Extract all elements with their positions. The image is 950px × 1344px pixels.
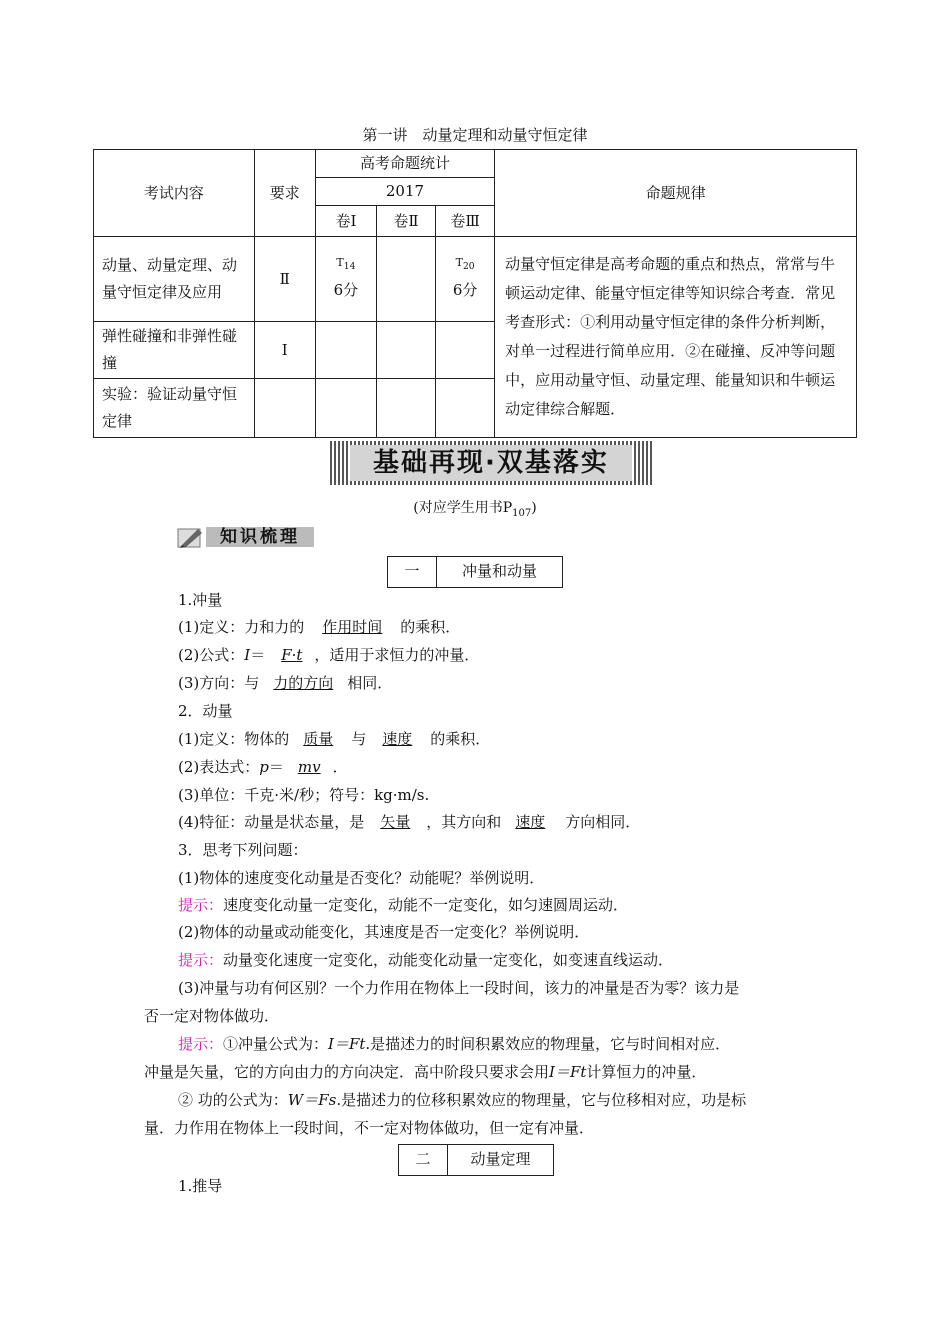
page-title: 第一讲 动量定理和动量守恒定律 (362, 126, 588, 144)
rule-text: 动量守恒定律是高考命题的重点和热点，常常与牛顿运动定律、能量守恒定律等知识综合考查．常见考查形式：①利用动量守恒定律的条件分析判断，对单一过程进行简单应用．②在碰撞、反冲等问题中，应用动量守恒、动量定理、能量知识和牛顿运动定律综合解题． (495, 237, 857, 438)
hint-3-line2: 冲量是矢量，它的方向由力的方向决定．高中阶段只要求会用I＝Ft计算恒力的冲量． (144, 1063, 707, 1081)
knowledge-tag (176, 525, 314, 549)
header-content: 考试内容 (94, 150, 255, 237)
row2-content: 弹性碰撞和非弹性碰撞 (94, 322, 255, 379)
impulse-direction: (3)方向：与 力的方向 相同． (178, 674, 393, 692)
row3-content: 实验：验证动量守恒定律 (94, 379, 255, 438)
derivation-heading: 1.推导 (178, 1177, 223, 1195)
section-heading: 动量定理 (470, 1150, 531, 1168)
question-1: (1)物体的速度变化动量是否变化？动能呢？举例说明． (178, 869, 545, 887)
momentum-definition: (1)定义：物体的 质量 与 速度 的乘积． (178, 730, 491, 748)
exam-spec-table (93, 149, 857, 438)
hint-2: 提示：动量变化速度一定变化，动能变化动量一定变化，如变速直线运动． (178, 951, 674, 969)
banner-text: 基础再现·双基落实 (350, 445, 632, 481)
question-3-line2: 否一定对物体做功． (144, 1007, 280, 1025)
row2-requirement: Ⅰ (254, 322, 315, 379)
row1-juan3-score: 6分 (452, 280, 478, 299)
item-1: 1.冲量 (178, 591, 223, 609)
header-year: 2017 (315, 178, 494, 206)
hint-1: 提示：速度变化动量一定变化，动能不一定变化，如匀速圆周运动． (178, 896, 629, 914)
item-2: 2．动量 (178, 702, 233, 720)
row1-juan1-question: $T_{14}$ (336, 256, 356, 273)
section-banner (330, 441, 652, 485)
row1-juan3 (436, 237, 495, 322)
tag-label: 知识梳理 (206, 527, 314, 547)
row1-juan3-question: $T_{20}$ (455, 256, 475, 273)
row1-juan1 (315, 237, 376, 322)
header-rule: 命题规律 (495, 150, 857, 237)
row1-requirement: Ⅱ (254, 237, 315, 322)
row3-juan3 (436, 379, 495, 438)
row3-requirement (254, 379, 315, 438)
section-header-2 (398, 1144, 554, 1176)
row1-juan1-score: 6分 (333, 280, 359, 299)
section-number: 一 (388, 557, 437, 587)
header-juan1: 卷Ⅰ (315, 206, 376, 237)
row1-juan2 (376, 237, 435, 322)
momentum-unit: (3)单位：千克·米/秒；符号：kg·m/s. (178, 786, 430, 804)
header-juan3: 卷Ⅲ (436, 206, 495, 237)
section-heading: 冲量和动量 (461, 562, 537, 580)
impulse-formula: (2)公式：I＝ F·t ，适用于求恒力的冲量． (178, 646, 480, 664)
header-stats: 高考命题统计 (315, 150, 494, 178)
row2-juan1 (315, 322, 376, 379)
section-number: 二 (399, 1145, 448, 1175)
pencil-icon (176, 525, 206, 549)
work-formula-line1: ② 功的公式为：W＝Fs.是描述力的位移积累效应的物理量，它与位移相对应，功是标 (178, 1091, 747, 1109)
work-formula-line2: 量．力作用在物体上一段时间，不一定对物体做功，但一定有冲量． (144, 1119, 595, 1137)
impulse-definition: (1)定义：力和力的 作用时间 的乘积． (178, 618, 461, 636)
row1-content: 动量、动量定理、动量守恒定律及应用 (94, 237, 255, 322)
row3-juan2 (376, 379, 435, 438)
question-3-line1: (3)冲量与功有何区别？一个力作用在物体上一段时间，该力的冲量是否为零？该力是 (178, 979, 740, 997)
row2-juan3 (436, 322, 495, 379)
row3-juan1 (315, 379, 376, 438)
section-header-1 (387, 556, 563, 588)
item-3: 3．思考下列问题： (178, 841, 308, 859)
header-juan2: 卷Ⅱ (376, 206, 435, 237)
header-requirement: 要求 (254, 150, 315, 237)
momentum-feature: (4)特征：动量是状态量，是 矢量 ，其方向和 速度 方向相同． (178, 813, 641, 831)
momentum-expression: (2)表达式：p＝ mv ． (178, 758, 348, 776)
hint-3-line1: 提示：①冲量公式为：I＝Ft.是描述力的时间积累效应的物理量，它与时间相对应． (178, 1035, 731, 1053)
reference-note: (对应学生用书$P_{107}$) (413, 500, 537, 519)
question-2: (2)物体的动量或动能变化，其速度是否一定变化？举例说明． (178, 923, 590, 941)
row2-juan2 (376, 322, 435, 379)
